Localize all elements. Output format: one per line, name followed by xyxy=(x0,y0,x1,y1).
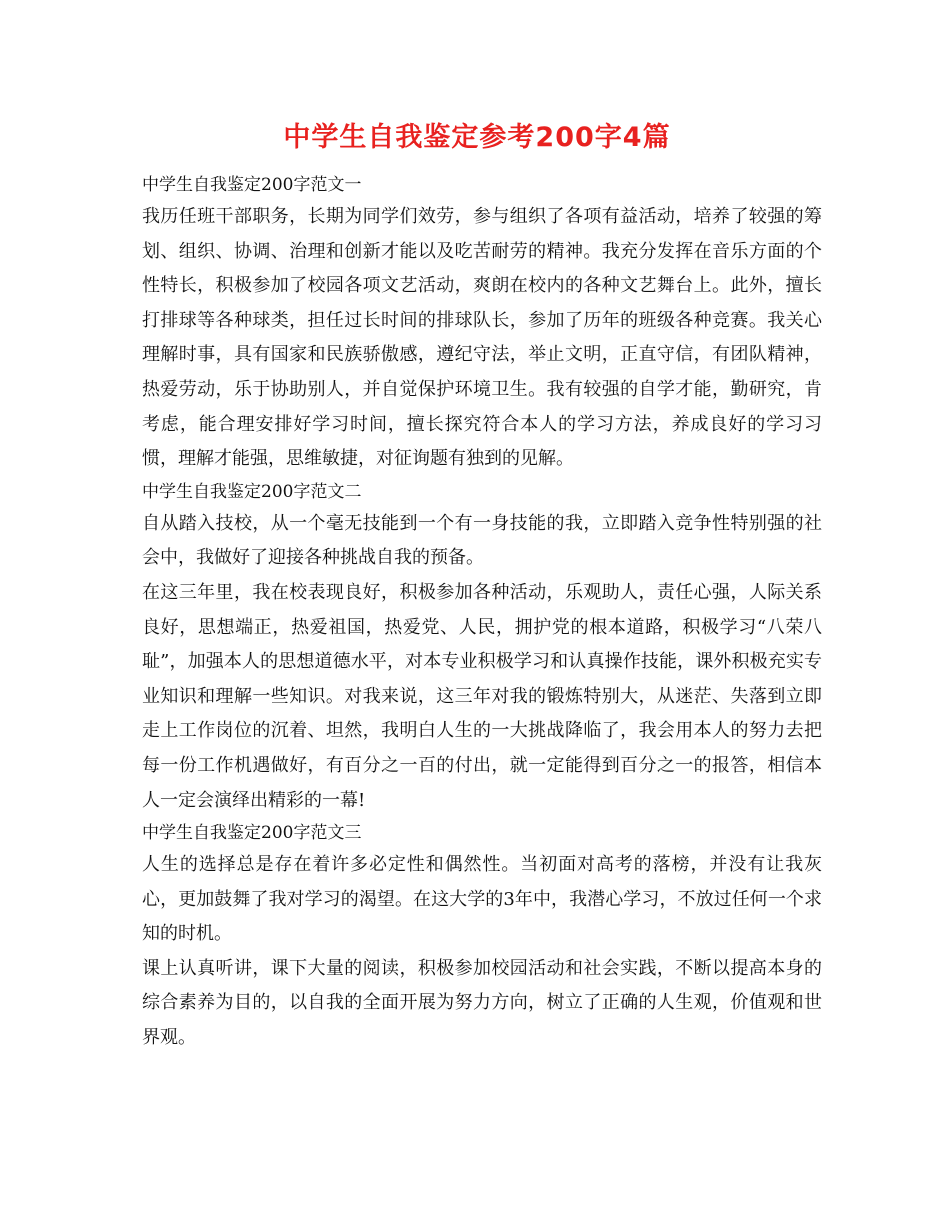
paragraph: 课上认真听讲，课下大量的阅读，积极参加校园活动和社会实践，不断以提高本身的综合素养为目的，以自我的全面开展为努力方向，树立了正确的人生观，价值观和世界观。 xyxy=(142,957,822,1049)
paragraph: 自从踏入技校，从一个毫无技能到一个有一身技能的我，立即踏入竞争性特别强的社会中，我做好了迎接各种挑战自我的预备。 xyxy=(142,512,822,569)
section-heading: 中学生自我鉴定200字范文三 xyxy=(142,823,362,844)
essay-section-2 xyxy=(142,477,822,818)
paragraph: 我历任班干部职务，长期为同学们效劳，参与组织了各项有益活动，培养了较强的筹划、组织、协调、治理和创新才能以及吃苦耐劳的精神。我充分发挥在音乐方面的个性特长，积极参加了校园各项文艺活动，爽朗在校内的各种文艺舞台上。此外，擅长打排球等各种球类，担任过长时间的排球队长，参加了历年的班级各种竞赛。我关心理解时事，具有国家和民族骄傲感，遵纪守法，举止文明，正直守信，有团队精神，热爱劳动，乐于协助别人，并自觉保护环境卫生。我有较强的自学才能，勤研究，肯考虑，能合理安排好学习时间，擅长探究符合本人的学习方法，养成良好的学习习惯，理解才能强，思维敏捷，对征询题有独到的见解。 xyxy=(142,206,822,470)
section-heading: 中学生自我鉴定200字范文一 xyxy=(142,175,362,195)
paragraph: 在这三年里，我在校表现良好，积极参加各种活动，乐观助人，责任心强，人际关系良好，思想端正，热爱祖国，热爱党、人民，拥护党的根本道路，积极学习“八荣八耻”，加强本人的思想道德水平，对本专业积极学习和认真操作技能，课外积极充实专业知识和理解一些知识。对我来说，这三年对我的锻炼特别大，从迷茫、失落到立即走上工作岗位的沉着、坦然，我明白人生的一大挑战降临了，我会用本人的努力去把每一份工作机遇做好，有百分之一百的付出，就一定能得到百分之一的报答，相信本人一定会演绎出精彩的一幕! xyxy=(142,581,822,811)
document-title: 中学生自我鉴定参考200字4篇 xyxy=(283,122,671,153)
essay-section-3 xyxy=(142,818,822,1056)
document-page xyxy=(142,118,822,1056)
paragraph: 人生的选择总是存在着许多必定性和偶然性。当初面对高考的落榜，并没有让我灰心，更加鼓舞了我对学习的渴望。在这大学的3年中，我潜心学习，不放过任何一个求知的时机。 xyxy=(142,854,822,945)
essay-section-1 xyxy=(142,170,822,477)
section-heading: 中学生自我鉴定200字范文二 xyxy=(142,481,362,502)
